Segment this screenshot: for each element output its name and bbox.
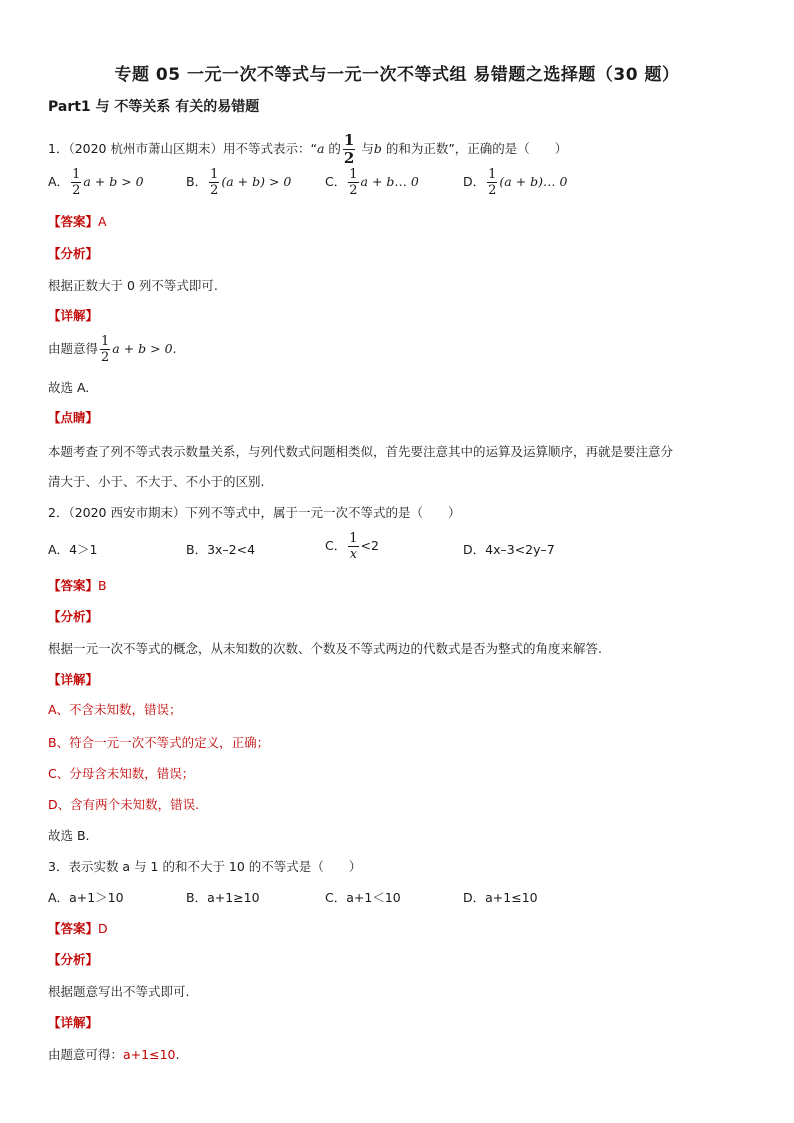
fraction-denominator: 2: [488, 183, 497, 198]
option-fraction: [71, 168, 81, 197]
option-a: [48, 888, 124, 906]
fraction-denominator: 2: [343, 149, 355, 167]
fraction-denominator: 2: [349, 183, 358, 198]
option-a: [48, 168, 144, 197]
question-1-stem: [48, 133, 567, 166]
detail-text: D、含有两个未知数，错误.: [48, 797, 200, 812]
fraction-numerator: 1: [343, 131, 355, 149]
option-expression: 4x–3<2y–7: [485, 542, 555, 557]
detail-expression: a + b > 0.: [112, 341, 177, 356]
option-expression: a+1≤10: [485, 890, 538, 905]
fraction-denominator: 2: [210, 183, 219, 198]
detail-text: 由题意得: [48, 341, 99, 356]
q1-analysis: 根据正数大于 0 列不等式即可.: [48, 278, 218, 293]
option-label: C．: [325, 174, 347, 189]
q1-answer: [48, 212, 107, 230]
q1-var-b: b: [373, 141, 382, 156]
fraction-denominator: 2: [72, 183, 81, 198]
option-label: A．: [48, 174, 70, 189]
detail-fraction: [100, 335, 110, 364]
question-3-stem: 3．表示实数 a 与 1 的和不大于 10 的不等式是（ ）: [48, 859, 362, 874]
option-expression: a + b > 0: [83, 174, 144, 189]
option-b: [186, 540, 255, 558]
q3-analysis-label: 【分析】: [48, 952, 99, 967]
answer-value: A: [98, 214, 107, 229]
q2-detail-d: [48, 795, 199, 813]
q1-detail-label: 【详解】: [48, 308, 99, 323]
q1-comment-2: 清大于、小于、不大于、不小于的区别.: [48, 474, 265, 489]
option-label: D．: [463, 890, 486, 905]
fraction-numerator: 1: [488, 167, 497, 182]
option-c: [325, 168, 419, 197]
detail-expression: a+1≤10: [123, 1047, 176, 1062]
option-expression: <2: [360, 538, 379, 553]
q3-answer: [48, 919, 108, 937]
fraction-denominator: x: [349, 547, 358, 562]
fraction-numerator: 1: [349, 531, 358, 546]
option-label: A．: [48, 542, 70, 557]
q2-choose: 故选 B.: [48, 828, 90, 843]
fraction-numerator: 1: [210, 167, 219, 182]
q3-analysis: 根据题意写出不等式即可.: [48, 984, 190, 999]
q2-detail-label: 【详解】: [48, 672, 99, 687]
fraction-numerator: 1: [72, 167, 81, 182]
option-expression: (a + b) > 0: [221, 174, 292, 189]
option-expression: 4＞1: [69, 542, 98, 557]
option-a: [48, 540, 97, 558]
option-expression: a+1＜10: [346, 890, 401, 905]
section-heading: Part1 与 不等关系 有关的易错题: [48, 99, 260, 115]
option-fraction: [348, 532, 358, 561]
option-expression: (a + b)… 0: [499, 174, 568, 189]
q1-var-a: a: [316, 141, 325, 156]
q1-stem-text: 的和为正数”，正确的是（ ）: [381, 141, 568, 156]
option-label: D．: [463, 542, 486, 557]
q1-comment-label: 【点睛】: [48, 410, 99, 425]
option-label: B．: [186, 542, 208, 557]
q1-stem-text: 与: [357, 141, 374, 156]
fraction-numerator: 1: [349, 167, 358, 182]
q2-answer: [48, 576, 107, 594]
q1-detail: [48, 335, 177, 364]
fraction-denominator: 2: [101, 350, 110, 365]
q3-detail-label: 【详解】: [48, 1015, 99, 1030]
option-expression: a+1＞10: [69, 890, 124, 905]
q2-analysis-label: 【分析】: [48, 609, 99, 624]
option-d: [463, 168, 567, 197]
q2-detail-a: [48, 700, 182, 718]
option-fraction: [209, 168, 219, 197]
q1-analysis-label: 【分析】: [48, 246, 99, 261]
detail-text: C、分母含未知数，错误；: [48, 766, 195, 781]
option-c: [325, 888, 401, 906]
q1-stem-text: 1．（2020 杭州市萧山区期末）用不等式表示：“: [48, 141, 317, 156]
page-title: 专题 05 一元一次不等式与一元一次不等式组 易错题之选择题（30 题）: [114, 65, 680, 85]
option-d: [463, 888, 538, 906]
answer-label: 【答案】: [48, 578, 99, 593]
option-fraction: [487, 168, 497, 197]
question-2-options: [48, 532, 748, 572]
option-label: C．: [325, 538, 347, 553]
option-d: [463, 540, 555, 558]
option-label: B．: [186, 890, 208, 905]
option-label: A．: [48, 890, 70, 905]
fraction-numerator: 1: [101, 334, 110, 349]
answer-value: B: [98, 578, 107, 593]
q1-comment-1: 本题考查了列不等式表示数量关系，与列代数式问题相类似，首先要注意其中的运算及运算顺序，再就是要注意分: [48, 444, 674, 459]
answer-label: 【答案】: [48, 214, 99, 229]
question-2-stem: 2．（2020 西安市期末）下列不等式中，属于一元一次不等式的是（ ）: [48, 505, 461, 520]
q2-detail-c: [48, 764, 194, 782]
option-expression: a+1≥10: [207, 890, 260, 905]
detail-text: B、符合一元一次不等式的定义，正确；: [48, 735, 270, 750]
detail-text: 由题意可得：: [48, 1047, 124, 1062]
option-label: B．: [186, 174, 208, 189]
detail-text: .: [175, 1047, 180, 1062]
option-expression: 3x–2<4: [207, 542, 256, 557]
question-3-options: [48, 888, 748, 908]
question-1-options: [48, 168, 748, 208]
option-expression: a + b… 0: [360, 174, 419, 189]
option-c: [325, 532, 379, 561]
q2-detail-b: [48, 733, 269, 751]
option-label: D．: [463, 174, 486, 189]
q1-choose: 故选 A.: [48, 380, 90, 395]
q1-fraction: [343, 133, 355, 166]
answer-label: 【答案】: [48, 921, 99, 936]
detail-text: A、不含未知数，错误；: [48, 702, 182, 717]
q2-analysis: 根据一元一次不等式的概念，从未知数的次数、个数及不等式两边的代数式是否为整式的角度来解答.: [48, 641, 602, 656]
option-label: C．: [325, 890, 347, 905]
option-b: [186, 168, 291, 197]
option-fraction: [348, 168, 358, 197]
q3-detail: [48, 1045, 179, 1063]
answer-value: D: [98, 921, 108, 936]
q1-stem-text: 的: [324, 141, 341, 156]
option-b: [186, 888, 260, 906]
